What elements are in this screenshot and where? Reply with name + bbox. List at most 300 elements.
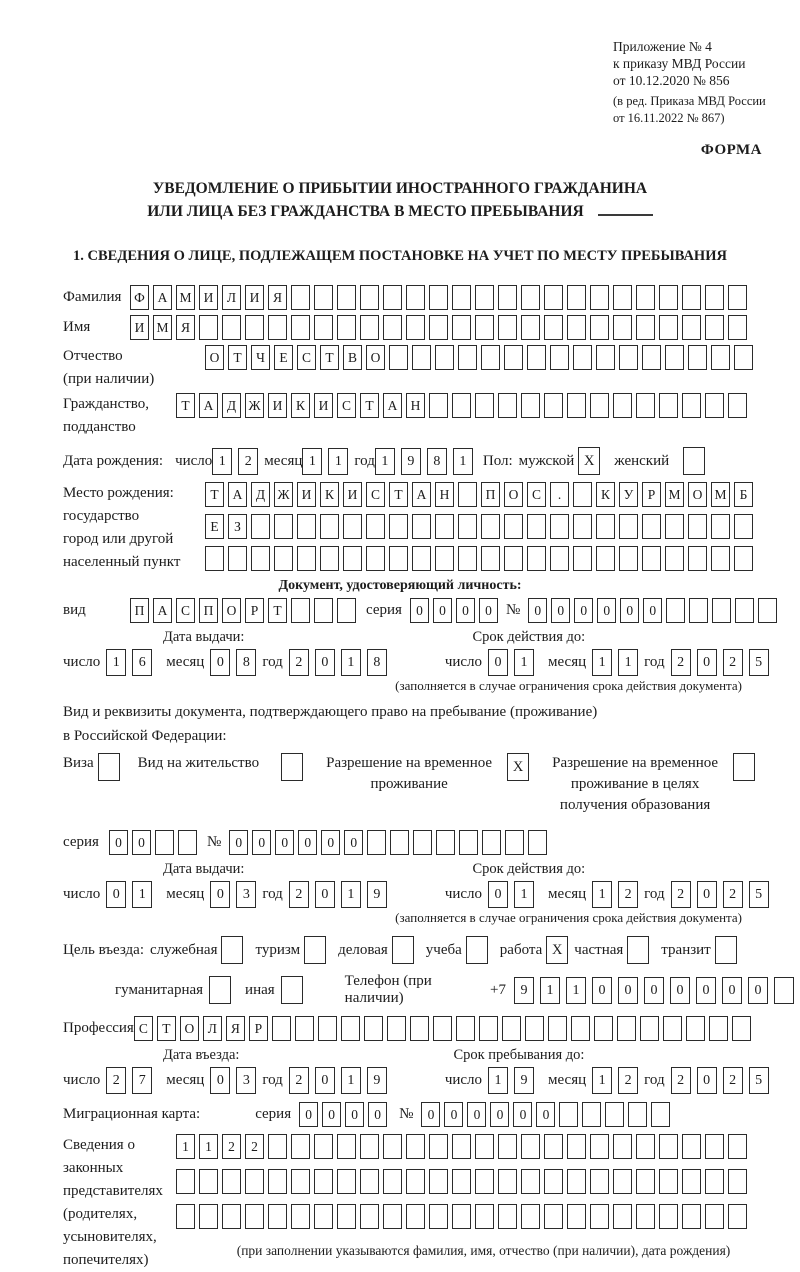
cell-box[interactable]	[573, 345, 592, 370]
cell-box[interactable]	[429, 1204, 448, 1229]
cell-box[interactable]: И	[130, 315, 149, 340]
cell-box[interactable]: 0	[488, 649, 508, 676]
cell-box[interactable]	[412, 546, 431, 571]
cell-box[interactable]	[251, 546, 270, 571]
cell-box[interactable]	[682, 1204, 701, 1229]
cell-box[interactable]	[366, 514, 385, 539]
cell-box[interactable]: 9	[401, 448, 421, 475]
cell-box[interactable]	[688, 345, 707, 370]
cell-box[interactable]: 0	[210, 881, 230, 908]
cell-box[interactable]	[758, 598, 777, 623]
cell-box[interactable]: М	[153, 315, 172, 340]
cell-box[interactable]: И	[268, 393, 287, 418]
cell-box[interactable]	[481, 514, 500, 539]
cell-box[interactable]	[636, 285, 655, 310]
cell-box[interactable]	[636, 1169, 655, 1194]
cell-box[interactable]: У	[619, 482, 638, 507]
cell-box[interactable]: 0	[321, 830, 340, 855]
cell-box[interactable]	[665, 514, 684, 539]
cell-box[interactable]	[705, 1169, 724, 1194]
cell-box[interactable]	[521, 1169, 540, 1194]
cell-box[interactable]	[498, 393, 517, 418]
cell-box[interactable]	[628, 1102, 647, 1127]
cell-box[interactable]	[406, 1204, 425, 1229]
cell-box[interactable]: 1	[176, 1134, 195, 1159]
cell-box[interactable]: Ч	[251, 345, 270, 370]
cell-box[interactable]: 2	[671, 1067, 691, 1094]
cell-box[interactable]	[199, 1204, 218, 1229]
cell-box[interactable]	[659, 1169, 678, 1194]
cell-box[interactable]	[682, 285, 701, 310]
cell-box[interactable]	[590, 1204, 609, 1229]
cell-box[interactable]: Н	[435, 482, 454, 507]
cell-box[interactable]: 0	[490, 1102, 509, 1127]
cell-box[interactable]	[413, 830, 432, 855]
cell-box[interactable]: 8	[367, 649, 387, 676]
cell-box[interactable]: 0	[229, 830, 248, 855]
cell-box[interactable]	[590, 393, 609, 418]
cell-box[interactable]	[274, 546, 293, 571]
cell-box[interactable]	[613, 1134, 632, 1159]
cell-box[interactable]: Б	[734, 482, 753, 507]
cell-box[interactable]	[314, 285, 333, 310]
cell-box[interactable]: 0	[748, 977, 768, 1004]
cell-box[interactable]: 0	[697, 1067, 717, 1094]
cell-box[interactable]	[268, 1134, 287, 1159]
cell-box[interactable]	[711, 345, 730, 370]
cell-box[interactable]: К	[596, 482, 615, 507]
cell-box[interactable]: 1	[540, 977, 560, 1004]
cell-box[interactable]	[268, 1204, 287, 1229]
cell-box[interactable]	[686, 1016, 705, 1041]
cell-box[interactable]: 1	[341, 881, 361, 908]
cell-box[interactable]	[521, 393, 540, 418]
cell-box[interactable]: 2	[222, 1134, 241, 1159]
cell-box[interactable]: 0	[444, 1102, 463, 1127]
cell-box[interactable]	[659, 393, 678, 418]
cell-box[interactable]: Т	[360, 393, 379, 418]
cell-box[interactable]	[452, 285, 471, 310]
cell-box[interactable]	[341, 1016, 360, 1041]
cell-box[interactable]: Т	[157, 1016, 176, 1041]
cell-box[interactable]	[481, 345, 500, 370]
cell-box[interactable]	[640, 1016, 659, 1041]
cell-box[interactable]	[665, 546, 684, 571]
cell-box[interactable]	[728, 285, 747, 310]
cell-box[interactable]	[390, 830, 409, 855]
cell-box[interactable]: 2	[289, 1067, 309, 1094]
sex-male-checkbox[interactable]: X	[578, 447, 600, 475]
cell-box[interactable]: О	[222, 598, 241, 623]
cell-box[interactable]: И	[245, 285, 264, 310]
cell-box[interactable]: 0	[574, 598, 593, 623]
cell-box[interactable]	[642, 546, 661, 571]
cell-box[interactable]: П	[481, 482, 500, 507]
cell-box[interactable]	[636, 393, 655, 418]
cell-box[interactable]	[320, 546, 339, 571]
cell-box[interactable]	[590, 1134, 609, 1159]
cell-box[interactable]: Р	[245, 598, 264, 623]
cell-box[interactable]	[406, 315, 425, 340]
cell-box[interactable]	[665, 345, 684, 370]
cell-box[interactable]: О	[180, 1016, 199, 1041]
cell-box[interactable]: Т	[228, 345, 247, 370]
residence-permit-checkbox[interactable]	[281, 753, 303, 781]
cell-box[interactable]: К	[291, 393, 310, 418]
cell-box[interactable]	[291, 1204, 310, 1229]
cell-box[interactable]: В	[343, 345, 362, 370]
cell-box[interactable]	[274, 514, 293, 539]
cell-box[interactable]: 1	[132, 881, 152, 908]
cell-box[interactable]	[475, 285, 494, 310]
cell-box[interactable]	[504, 345, 523, 370]
cell-box[interactable]: С	[176, 598, 195, 623]
cell-box[interactable]: О	[688, 482, 707, 507]
cell-box[interactable]	[475, 1204, 494, 1229]
cell-box[interactable]: 1	[375, 448, 395, 475]
cell-box[interactable]: 8	[236, 649, 256, 676]
cell-box[interactable]	[734, 546, 753, 571]
cell-box[interactable]	[318, 1016, 337, 1041]
cell-box[interactable]: 1	[341, 649, 361, 676]
cell-box[interactable]: 1	[212, 448, 232, 475]
cell-box[interactable]	[590, 315, 609, 340]
cell-box[interactable]: 5	[749, 649, 769, 676]
cell-box[interactable]	[475, 1134, 494, 1159]
cell-box[interactable]	[705, 1134, 724, 1159]
cell-box[interactable]: О	[504, 482, 523, 507]
cell-box[interactable]	[429, 315, 448, 340]
cell-box[interactable]: Т	[205, 482, 224, 507]
cell-box[interactable]	[711, 546, 730, 571]
cell-box[interactable]	[659, 1134, 678, 1159]
purpose-study-checkbox[interactable]	[466, 936, 488, 964]
purpose-humanitarian-checkbox[interactable]	[209, 976, 231, 1004]
cell-box[interactable]: 0	[106, 881, 126, 908]
cell-box[interactable]	[498, 1204, 517, 1229]
cell-box[interactable]	[544, 1204, 563, 1229]
cell-box[interactable]	[458, 345, 477, 370]
cell-box[interactable]	[498, 315, 517, 340]
cell-box[interactable]	[705, 393, 724, 418]
cell-box[interactable]	[663, 1016, 682, 1041]
cell-box[interactable]: 5	[749, 1067, 769, 1094]
cell-box[interactable]: Ж	[274, 482, 293, 507]
cell-box[interactable]	[567, 1169, 586, 1194]
purpose-work-checkbox[interactable]: X	[546, 936, 568, 964]
cell-box[interactable]: 0	[488, 881, 508, 908]
cell-box[interactable]	[475, 393, 494, 418]
cell-box[interactable]	[337, 1169, 356, 1194]
cell-box[interactable]: Т	[176, 393, 195, 418]
cell-box[interactable]	[481, 546, 500, 571]
visa-checkbox[interactable]	[98, 753, 120, 781]
cell-box[interactable]: И	[297, 482, 316, 507]
cell-box[interactable]	[688, 514, 707, 539]
cell-box[interactable]	[734, 345, 753, 370]
cell-box[interactable]: 2	[723, 881, 743, 908]
purpose-other-checkbox[interactable]	[281, 976, 303, 1004]
cell-box[interactable]: Д	[251, 482, 270, 507]
cell-box[interactable]	[222, 315, 241, 340]
cell-box[interactable]: 0	[536, 1102, 555, 1127]
cell-box[interactable]	[410, 1016, 429, 1041]
cell-box[interactable]: 2	[289, 881, 309, 908]
cell-box[interactable]	[550, 345, 569, 370]
cell-box[interactable]	[176, 1169, 195, 1194]
cell-box[interactable]: 0	[697, 881, 717, 908]
cell-box[interactable]	[429, 393, 448, 418]
cell-box[interactable]: 9	[367, 881, 387, 908]
cell-box[interactable]	[521, 315, 540, 340]
cell-box[interactable]: 0	[456, 598, 475, 623]
cell-box[interactable]	[544, 393, 563, 418]
cell-box[interactable]: 0	[368, 1102, 387, 1127]
cell-box[interactable]: А	[228, 482, 247, 507]
cell-box[interactable]	[475, 1169, 494, 1194]
cell-box[interactable]: 3	[236, 881, 256, 908]
cell-box[interactable]: С	[297, 345, 316, 370]
cell-box[interactable]	[732, 1016, 751, 1041]
cell-box[interactable]: .	[550, 482, 569, 507]
cell-box[interactable]	[573, 514, 592, 539]
cell-box[interactable]	[199, 1169, 218, 1194]
cell-box[interactable]: 0	[592, 977, 612, 1004]
cell-box[interactable]	[435, 514, 454, 539]
cell-box[interactable]	[452, 1204, 471, 1229]
cell-box[interactable]	[452, 1169, 471, 1194]
cell-box[interactable]	[314, 598, 333, 623]
cell-box[interactable]	[659, 285, 678, 310]
cell-box[interactable]	[728, 1204, 747, 1229]
cell-box[interactable]	[567, 1204, 586, 1229]
cell-box[interactable]	[205, 546, 224, 571]
cell-box[interactable]: Т	[320, 345, 339, 370]
cell-box[interactable]	[544, 1134, 563, 1159]
temp-residence-education-checkbox[interactable]	[733, 753, 755, 781]
cell-box[interactable]: П	[130, 598, 149, 623]
cell-box[interactable]: Р	[249, 1016, 268, 1041]
cell-box[interactable]	[728, 1134, 747, 1159]
cell-box[interactable]: 2	[106, 1067, 126, 1094]
cell-box[interactable]: 0	[722, 977, 742, 1004]
cell-box[interactable]	[291, 315, 310, 340]
cell-box[interactable]	[360, 285, 379, 310]
cell-box[interactable]	[458, 482, 477, 507]
cell-box[interactable]	[452, 393, 471, 418]
cell-box[interactable]: 0	[551, 598, 570, 623]
cell-box[interactable]: С	[337, 393, 356, 418]
cell-box[interactable]: И	[199, 285, 218, 310]
cell-box[interactable]	[682, 315, 701, 340]
cell-box[interactable]	[429, 1169, 448, 1194]
cell-box[interactable]: 0	[298, 830, 317, 855]
cell-box[interactable]: 0	[344, 830, 363, 855]
cell-box[interactable]	[406, 1169, 425, 1194]
cell-box[interactable]: 0	[433, 598, 452, 623]
cell-box[interactable]	[458, 514, 477, 539]
cell-box[interactable]: 1	[592, 1067, 612, 1094]
cell-box[interactable]	[666, 598, 685, 623]
cell-box[interactable]: 9	[514, 977, 534, 1004]
cell-box[interactable]: М	[176, 285, 195, 310]
cell-box[interactable]	[642, 514, 661, 539]
cell-box[interactable]	[360, 1169, 379, 1194]
cell-box[interactable]	[456, 1016, 475, 1041]
cell-box[interactable]: 9	[367, 1067, 387, 1094]
cell-box[interactable]	[245, 1204, 264, 1229]
cell-box[interactable]	[314, 1134, 333, 1159]
cell-box[interactable]	[389, 546, 408, 571]
cell-box[interactable]	[504, 546, 523, 571]
cell-box[interactable]	[155, 830, 174, 855]
cell-box[interactable]	[343, 514, 362, 539]
cell-box[interactable]	[544, 1169, 563, 1194]
cell-box[interactable]: 2	[671, 649, 691, 676]
cell-box[interactable]	[735, 598, 754, 623]
cell-box[interactable]	[550, 514, 569, 539]
cell-box[interactable]	[582, 1102, 601, 1127]
cell-box[interactable]	[613, 1204, 632, 1229]
cell-box[interactable]	[504, 514, 523, 539]
cell-box[interactable]: 0	[410, 598, 429, 623]
cell-box[interactable]	[613, 1169, 632, 1194]
cell-box[interactable]	[613, 315, 632, 340]
cell-box[interactable]	[406, 285, 425, 310]
cell-box[interactable]	[613, 393, 632, 418]
cell-box[interactable]	[567, 315, 586, 340]
cell-box[interactable]	[705, 1204, 724, 1229]
cell-box[interactable]	[383, 1134, 402, 1159]
cell-box[interactable]: Я	[176, 315, 195, 340]
cell-box[interactable]: Д	[222, 393, 241, 418]
cell-box[interactable]	[383, 315, 402, 340]
purpose-business-checkbox[interactable]	[392, 936, 414, 964]
cell-box[interactable]	[567, 1134, 586, 1159]
cell-box[interactable]: 1	[592, 649, 612, 676]
cell-box[interactable]: 5	[749, 881, 769, 908]
cell-box[interactable]: Т	[389, 482, 408, 507]
temp-residence-checkbox[interactable]: X	[507, 753, 529, 781]
cell-box[interactable]: 0	[421, 1102, 440, 1127]
cell-box[interactable]	[573, 482, 592, 507]
cell-box[interactable]	[594, 1016, 613, 1041]
cell-box[interactable]	[337, 1204, 356, 1229]
cell-box[interactable]: Е	[205, 514, 224, 539]
cell-box[interactable]	[222, 1204, 241, 1229]
cell-box[interactable]	[567, 285, 586, 310]
cell-box[interactable]	[314, 1169, 333, 1194]
cell-box[interactable]	[360, 1204, 379, 1229]
cell-box[interactable]	[636, 1134, 655, 1159]
cell-box[interactable]: 0	[644, 977, 664, 1004]
cell-box[interactable]	[412, 514, 431, 539]
cell-box[interactable]	[429, 285, 448, 310]
cell-box[interactable]: 0	[322, 1102, 341, 1127]
cell-box[interactable]	[596, 345, 615, 370]
cell-box[interactable]	[337, 1134, 356, 1159]
cell-box[interactable]: А	[153, 598, 172, 623]
cell-box[interactable]	[521, 285, 540, 310]
cell-box[interactable]	[613, 285, 632, 310]
cell-box[interactable]	[498, 1169, 517, 1194]
cell-box[interactable]	[636, 1204, 655, 1229]
cell-box[interactable]	[291, 1169, 310, 1194]
cell-box[interactable]: 2	[723, 649, 743, 676]
cell-box[interactable]	[429, 1134, 448, 1159]
cell-box[interactable]: 7	[132, 1067, 152, 1094]
cell-box[interactable]	[590, 285, 609, 310]
cell-box[interactable]	[383, 1169, 402, 1194]
cell-box[interactable]: 1	[488, 1067, 508, 1094]
cell-box[interactable]: С	[134, 1016, 153, 1041]
cell-box[interactable]: Л	[203, 1016, 222, 1041]
cell-box[interactable]: 6	[132, 649, 152, 676]
cell-box[interactable]	[728, 315, 747, 340]
cell-box[interactable]: 1	[566, 977, 586, 1004]
cell-box[interactable]: 0	[528, 598, 547, 623]
cell-box[interactable]	[525, 1016, 544, 1041]
cell-box[interactable]: 0	[210, 1067, 230, 1094]
cell-box[interactable]	[435, 546, 454, 571]
cell-box[interactable]	[475, 315, 494, 340]
cell-box[interactable]	[251, 514, 270, 539]
cell-box[interactable]: Ф	[130, 285, 149, 310]
cell-box[interactable]	[605, 1102, 624, 1127]
cell-box[interactable]	[406, 1134, 425, 1159]
cell-box[interactable]: О	[366, 345, 385, 370]
cell-box[interactable]: 0	[315, 1067, 335, 1094]
cell-box[interactable]	[337, 315, 356, 340]
cell-box[interactable]: 0	[696, 977, 716, 1004]
cell-box[interactable]: 0	[275, 830, 294, 855]
cell-box[interactable]	[550, 546, 569, 571]
cell-box[interactable]	[528, 830, 547, 855]
cell-box[interactable]	[619, 345, 638, 370]
cell-box[interactable]: 0	[132, 830, 151, 855]
cell-box[interactable]: 0	[210, 649, 230, 676]
cell-box[interactable]	[320, 514, 339, 539]
cell-box[interactable]: 0	[597, 598, 616, 623]
cell-box[interactable]: 0	[670, 977, 690, 1004]
cell-box[interactable]: М	[665, 482, 684, 507]
cell-box[interactable]	[482, 830, 501, 855]
cell-box[interactable]: 2	[618, 1067, 638, 1094]
cell-box[interactable]: 3	[236, 1067, 256, 1094]
cell-box[interactable]	[659, 315, 678, 340]
cell-box[interactable]: 1	[199, 1134, 218, 1159]
cell-box[interactable]	[479, 1016, 498, 1041]
cell-box[interactable]	[389, 514, 408, 539]
cell-box[interactable]: 9	[514, 1067, 534, 1094]
cell-box[interactable]: А	[383, 393, 402, 418]
cell-box[interactable]	[272, 1016, 291, 1041]
cell-box[interactable]: 1	[453, 448, 473, 475]
cell-box[interactable]	[387, 1016, 406, 1041]
cell-box[interactable]	[176, 1204, 195, 1229]
cell-box[interactable]	[314, 315, 333, 340]
cell-box[interactable]	[682, 1169, 701, 1194]
cell-box[interactable]: 2	[618, 881, 638, 908]
cell-box[interactable]	[590, 1169, 609, 1194]
cell-box[interactable]: Л	[222, 285, 241, 310]
cell-box[interactable]	[297, 514, 316, 539]
cell-box[interactable]	[337, 598, 356, 623]
cell-box[interactable]	[544, 315, 563, 340]
cell-box[interactable]	[596, 546, 615, 571]
cell-box[interactable]: 0	[479, 598, 498, 623]
cell-box[interactable]: 0	[252, 830, 271, 855]
